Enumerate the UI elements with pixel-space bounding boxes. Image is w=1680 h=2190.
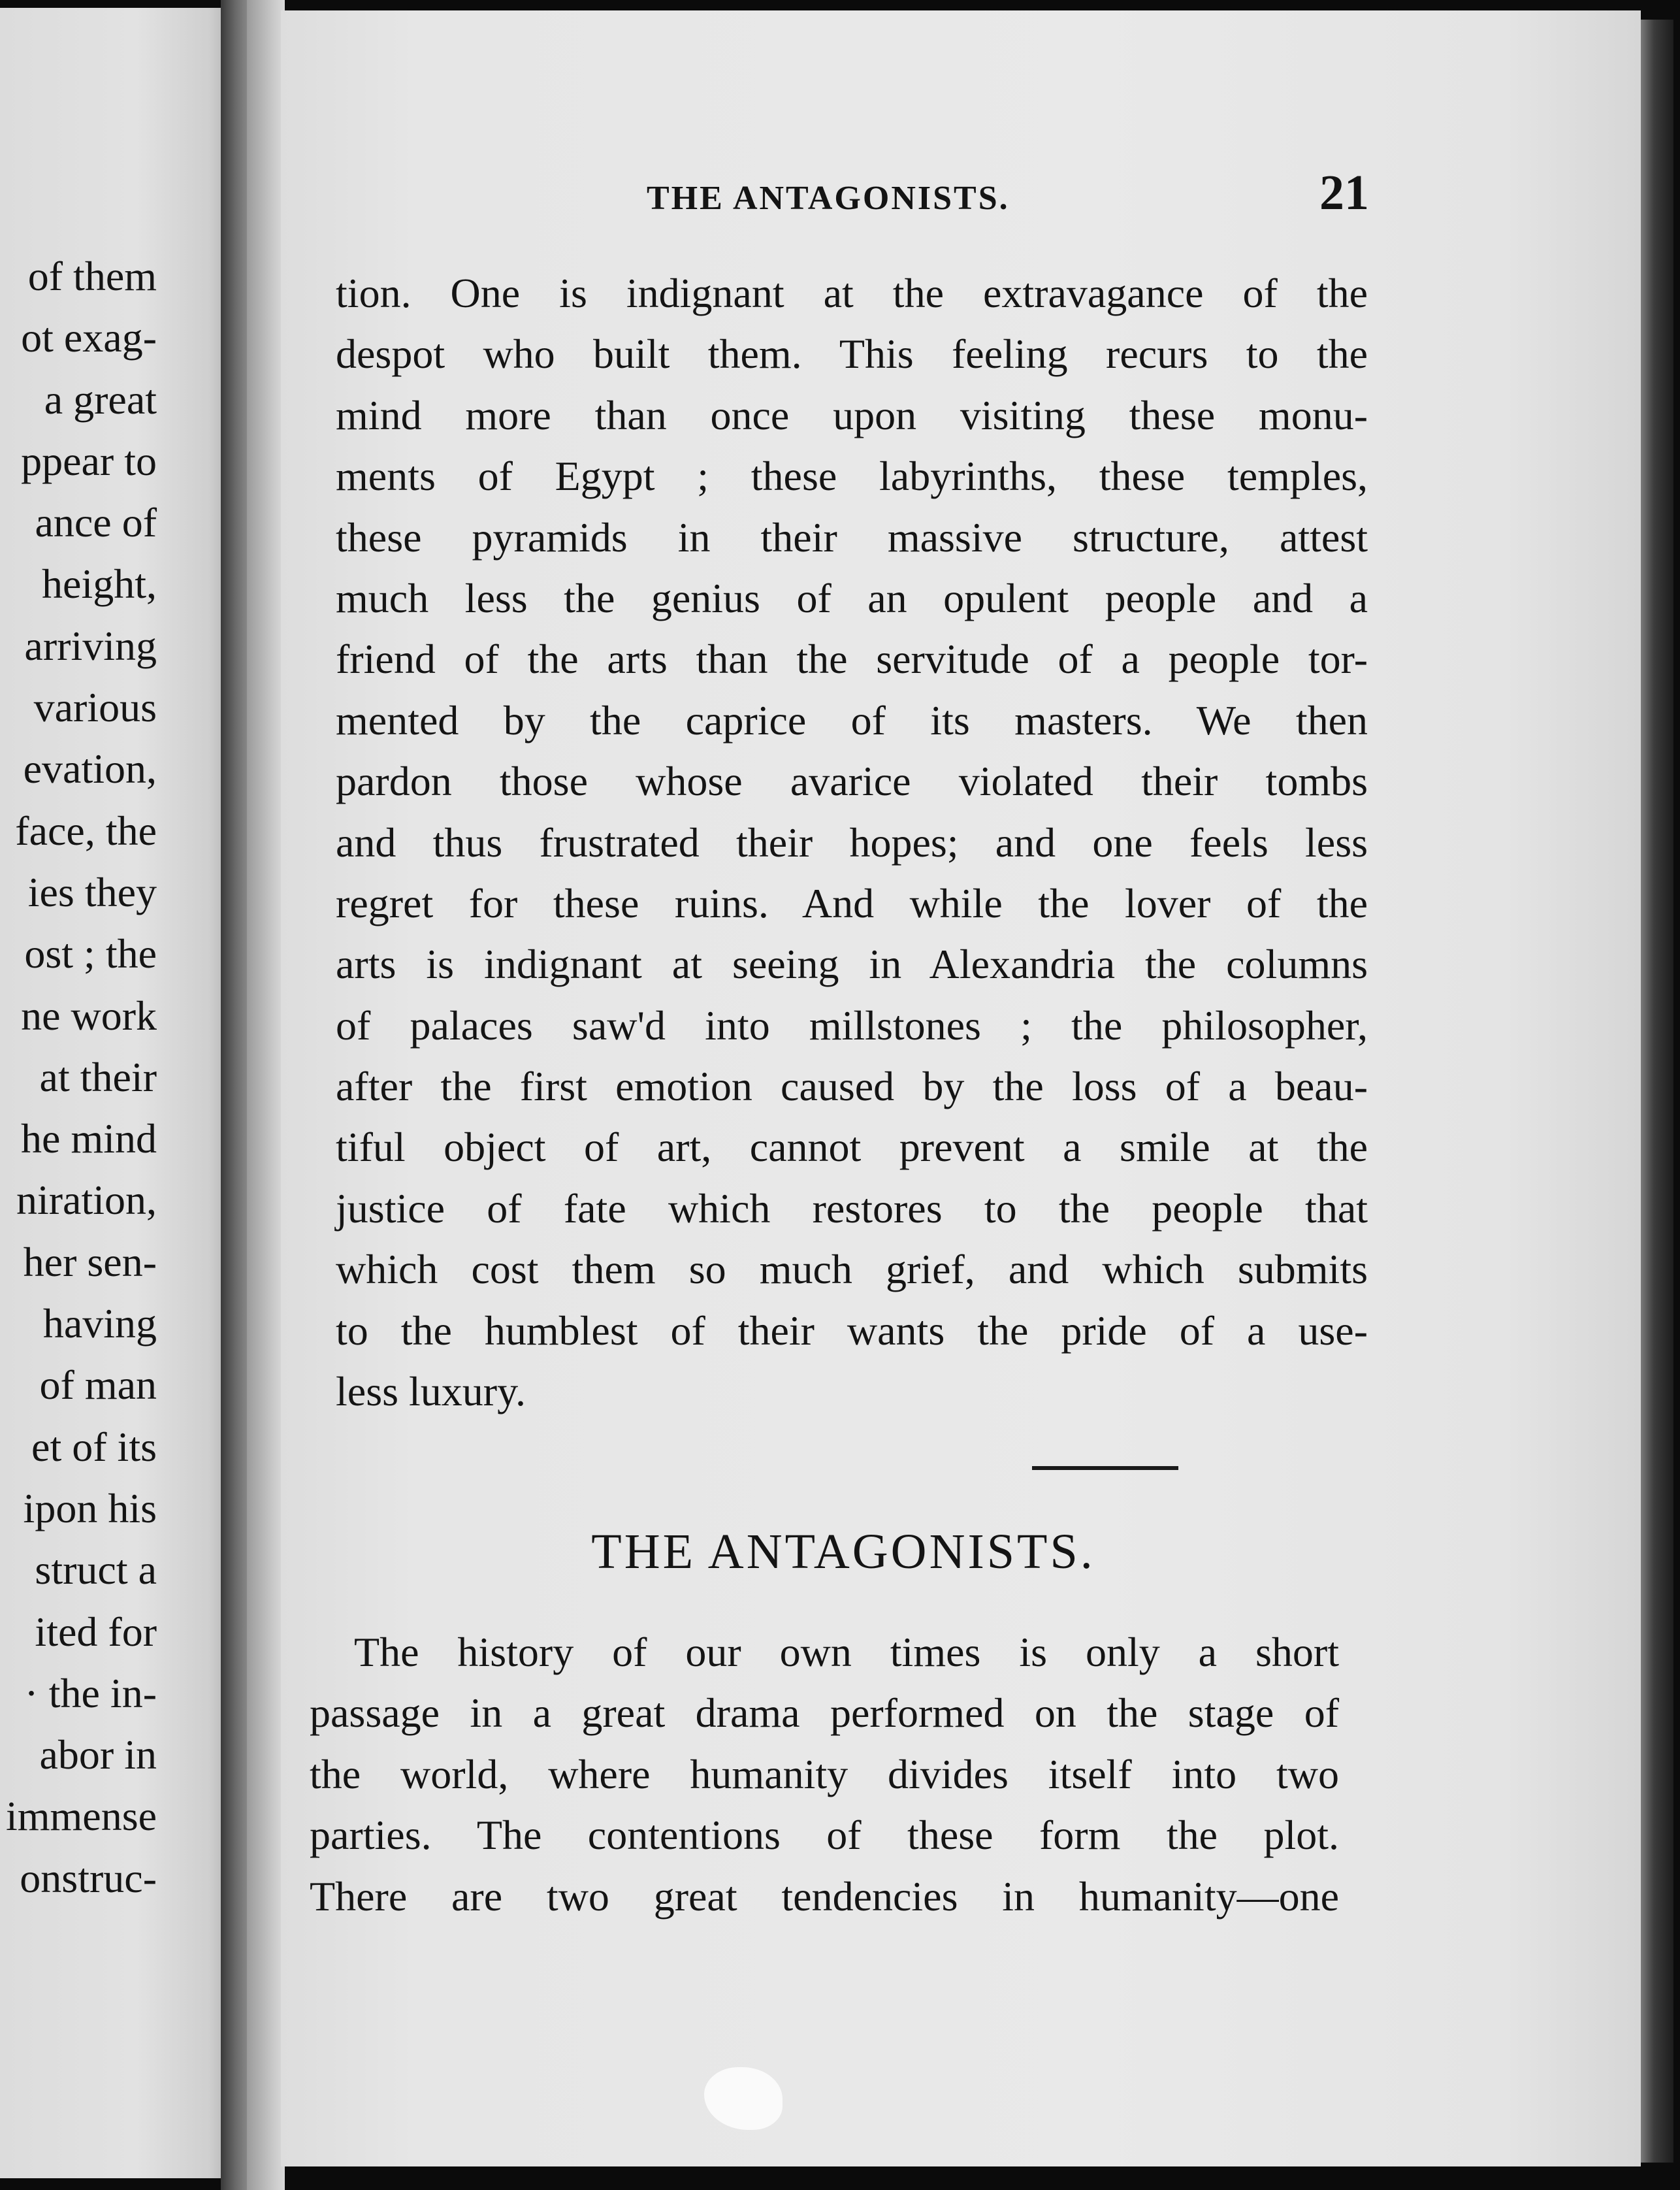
text-line: despot who built them. This feeling recurs to the xyxy=(336,331,1368,378)
right-page xyxy=(281,10,1641,2166)
left-page xyxy=(0,8,227,2178)
text-line: The history of our own times is only a short xyxy=(354,1629,1339,1675)
text-line: after the first emotion caused by the loss of a beau- xyxy=(336,1063,1368,1110)
text-line: of palaces saw'd into millstones ; the philosopher, xyxy=(336,1002,1368,1049)
left-line: a great xyxy=(44,376,157,423)
text-line: pardon those whose avarice violated their tombs xyxy=(336,758,1368,805)
text-line: There are two great tendencies in humanity—one xyxy=(310,1872,1339,1920)
text-line: less luxury. xyxy=(336,1368,526,1415)
left-line: immense xyxy=(5,1793,157,1840)
text-line: regret for these ruins. And while the lover of the xyxy=(336,879,1368,926)
section-text xyxy=(310,1622,1339,1927)
paper-blemish xyxy=(704,2067,783,2130)
section-divider xyxy=(1032,1466,1178,1470)
left-line: ipon his xyxy=(23,1484,157,1531)
left-line: arriving xyxy=(24,622,157,669)
body-text xyxy=(336,263,1368,1422)
left-line: her sen- xyxy=(23,1238,157,1285)
left-line: of them xyxy=(27,253,157,299)
left-line: ppear to xyxy=(21,437,157,484)
text-line: justice of fate which restores to the people that xyxy=(336,1185,1368,1232)
text-line: friend of the arts than the servitude of a people tor- xyxy=(336,636,1368,683)
text-line: tion. One is indignant at the extravagance of the xyxy=(336,270,1368,316)
left-line: evation, xyxy=(23,745,157,793)
text-line: arts is indignant at seeing in Alexandria the columns xyxy=(336,941,1368,988)
page-header xyxy=(281,165,1641,237)
left-line: face, the xyxy=(15,807,157,854)
gutter-shadow xyxy=(247,0,285,2190)
left-line: ost ; the xyxy=(24,930,157,977)
text-line: parties. The contentions of these form the plot. xyxy=(310,1812,1339,1859)
left-line: having xyxy=(42,1300,157,1347)
text-line: and thus frustrated their hopes; and one feels less xyxy=(336,819,1368,866)
left-line: he mind xyxy=(21,1115,157,1162)
left-line: at their xyxy=(39,1053,157,1100)
left-line: abor in xyxy=(39,1731,157,1778)
page-number: 21 xyxy=(1319,165,1369,220)
left-line: niration, xyxy=(16,1177,157,1224)
text-line: passage in a great drama performed on the stage of xyxy=(310,1690,1339,1737)
book-gutter xyxy=(221,0,248,2190)
text-line: which cost them so much grief, and which submits xyxy=(336,1246,1368,1293)
text-line: to the humblest of their wants the pride of a use- xyxy=(336,1307,1368,1354)
left-line: ot exag- xyxy=(21,314,157,361)
left-line: of man xyxy=(39,1362,157,1409)
left-line: · the in- xyxy=(24,1669,157,1716)
left-line: et of its xyxy=(31,1423,157,1470)
running-head: THE ANTAGONISTS. xyxy=(647,180,1010,217)
text-line: the world, where humanity divides itself into two xyxy=(310,1750,1339,1797)
left-line: ne work xyxy=(21,992,157,1039)
left-line: struct a xyxy=(35,1546,157,1593)
left-line: ance of xyxy=(35,499,157,546)
left-page-text xyxy=(0,246,157,1909)
left-line: ited for xyxy=(35,1608,157,1655)
text-line: tiful object of art, cannot prevent a smile at the xyxy=(336,1124,1368,1171)
text-line: mind more than once upon visiting these monu- xyxy=(336,391,1368,438)
text-line: these pyramids in their massive structure, attest xyxy=(336,514,1368,561)
text-line: ments of Egypt ; these labyrinths, these temples, xyxy=(336,453,1368,500)
text-line: much less the genius of an opulent people and a xyxy=(336,574,1368,621)
left-line: height, xyxy=(42,561,157,608)
left-line: ies they xyxy=(27,868,157,915)
section-title: THE ANTAGONISTS. xyxy=(591,1524,1095,1579)
page-edge xyxy=(1641,20,1673,2163)
left-line: various xyxy=(33,684,157,731)
left-line: onstruc- xyxy=(20,1854,157,1901)
text-line: mented by the caprice of its masters. We then xyxy=(336,696,1368,744)
